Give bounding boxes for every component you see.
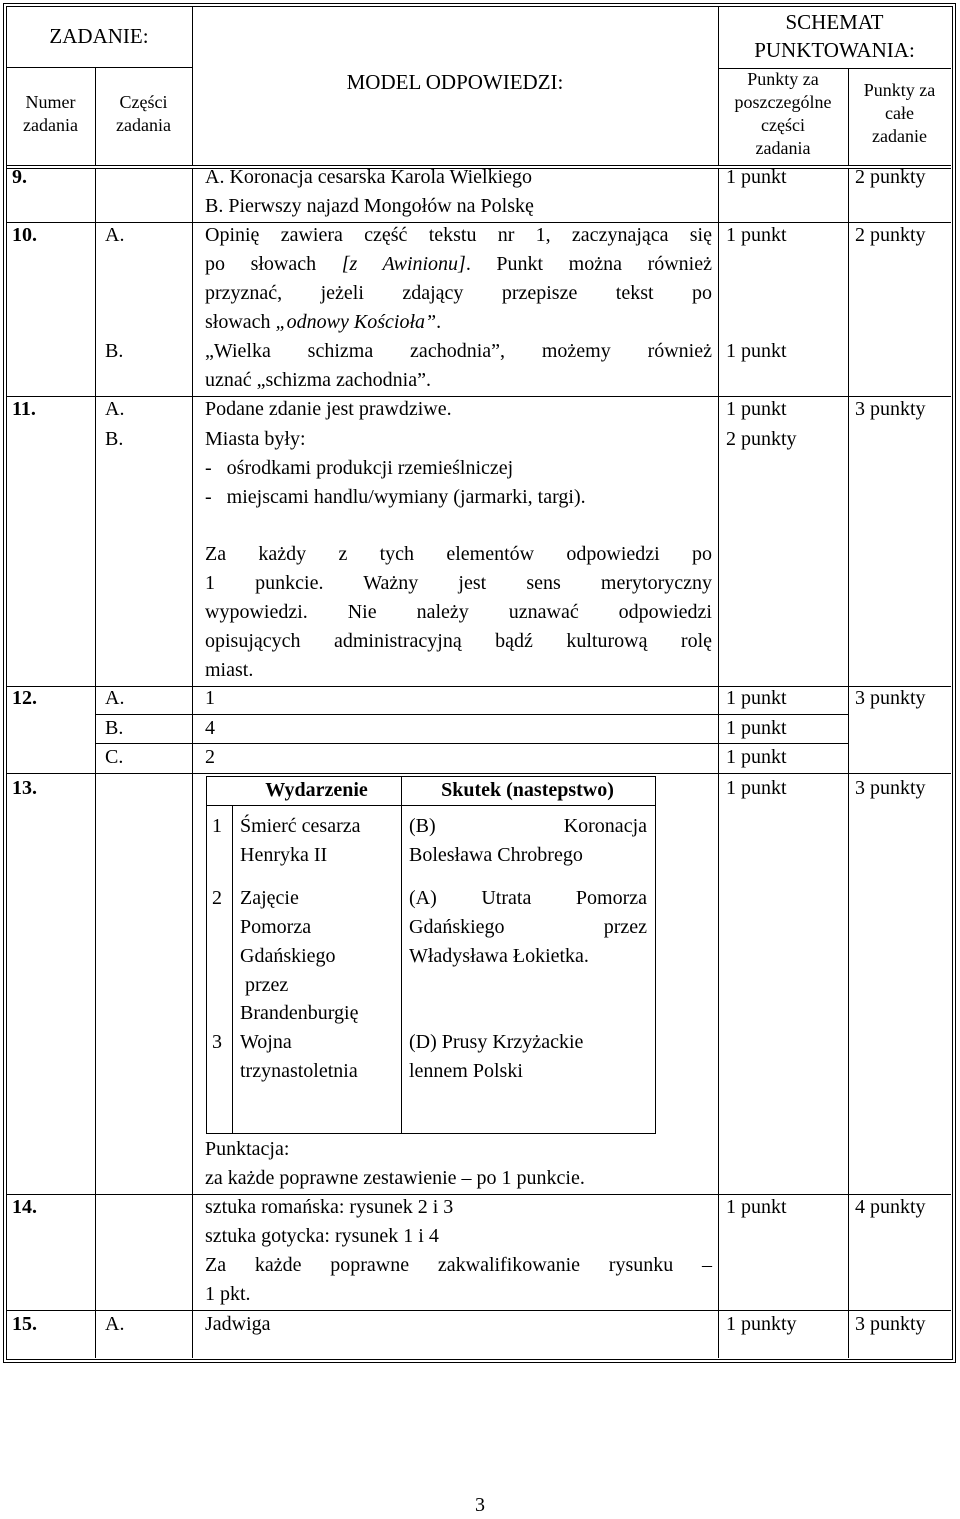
task-10-a-points: 1 punkt [726, 224, 787, 246]
task-11-a-points: 1 punkt [726, 398, 787, 420]
task-13-row2-effect2: Gdańskiego przez [409, 916, 647, 938]
task-15-points: 1 punkty [726, 1313, 797, 1335]
task-9-points: 1 punkt [726, 166, 787, 188]
task-13-col-effect: Skutek (nastepstwo) [441, 779, 614, 801]
task-13-row2-effect3: Władysława Łokietka. [409, 945, 589, 967]
task-12-a-label: A. [105, 687, 125, 709]
header-czesci-2: zadania [116, 115, 171, 135]
task-10-b-line2: uznać „schizma zachodnia”. [205, 369, 431, 391]
header-schemat: SCHEMAT [785, 10, 884, 34]
task-11-a-label: A. [105, 398, 125, 420]
header-czesci: Części [119, 92, 168, 112]
task-11-number: 11. [12, 398, 36, 420]
task-11-a-text: Podane zdanie jest prawdziwe. [205, 398, 452, 420]
task-13-row2-event1: Zajęcie [240, 887, 299, 909]
task-13-row2-effect1: (A) Utrata Pomorza [409, 887, 647, 909]
task-10-number: 10. [12, 224, 37, 246]
task-15-number: 15. [12, 1313, 37, 1335]
task-14-number: 14. [12, 1196, 37, 1218]
task-9-total: 2 punkty [855, 166, 926, 188]
header-schemat-2: PUNKTOWANIA: [754, 38, 915, 62]
task-13-row1-event2: Henryka II [240, 844, 328, 866]
task-15-total: 3 punkty [855, 1313, 926, 1335]
task-13-row3-effect2: lennem Polski [409, 1060, 523, 1082]
task-13-row1-event1: Śmierć cesarza [240, 815, 361, 837]
task-14-line4: 1 pkt. [205, 1283, 251, 1305]
task-11-note-line5: miast. [205, 659, 254, 681]
task-13-row1-number: 1 [212, 815, 222, 837]
header-punkty-czesci-4: zadania [755, 138, 811, 158]
header-zadanie: ZADANIE: [49, 24, 149, 48]
header-numer: Numer [25, 92, 76, 112]
task-12-b-points: 1 punkt [726, 717, 787, 739]
task-10-b-points: 1 punkt [726, 340, 787, 362]
task-15-answer: Jadwiga [205, 1313, 271, 1335]
task-11-note-line1: Za każdy z tych elementów odpowiedzi po [205, 543, 712, 565]
task-13-total: 3 punkty [855, 777, 926, 799]
task-12-c-answer: 2 [205, 746, 215, 768]
task-13-scoring-text: za każde poprawne zestawienie – po 1 punkcie. [205, 1167, 585, 1189]
task-13-col-event: Wydarzenie [265, 779, 368, 801]
header-punkty-czesci-3: części [761, 115, 805, 135]
task-12-b-answer: 4 [205, 717, 215, 739]
task-11-b-line3: - miejscami handlu/wymiany (jarmarki, targi). [205, 486, 586, 508]
task-13-row2-event2: Pomorza [240, 916, 312, 938]
task-10-b-label: B. [105, 340, 124, 362]
task-12-a-points: 1 punkt [726, 687, 787, 709]
task-10-a-line1: Opinię zawiera część tekstu nr 1, zaczynająca się [205, 224, 712, 246]
task-13-row2-number: 2 [212, 887, 222, 909]
task-10-a-line4: słowach „odnowy Kościoła”. [205, 311, 442, 333]
task-14-points: 1 punkt [726, 1196, 787, 1218]
task-11-note-line3: wypowiedzi. Nie należy uznawać odpowiedzi [205, 601, 712, 623]
task-10-a-line2: po słowach [z Awinionu]. Punkt można również [205, 253, 712, 275]
task-14-line3: Za każde poprawne zakwalifikowanie rysunku – [205, 1254, 712, 1276]
task-11-b-line1: Miasta były: [205, 428, 306, 450]
task-12-b-label: B. [105, 717, 124, 739]
task-11-b-points: 2 punkty [726, 428, 797, 450]
header-punkty-cale-3: zadanie [872, 126, 927, 146]
task-9-answer-a: A. Koronacja cesarska Karola Wielkiego [205, 166, 533, 188]
task-13-row3-event2: trzynastoletnia [240, 1060, 358, 1082]
task-12-c-label: C. [105, 746, 124, 768]
page-number: 3 [475, 1494, 485, 1516]
task-13-row2-event4: przez [245, 974, 289, 996]
task-13-row3-event1: Wojna [240, 1031, 292, 1053]
task-12-c-points: 1 punkt [726, 746, 787, 768]
task-13-row1-effect2: Bolesława Chrobrego [409, 844, 583, 866]
task-10-b-line1: „Wielka schizma zachodnia”, możemy również [205, 340, 712, 362]
task-10-a-line3: przyznać, jeżeli zdający przepisze tekst po [205, 282, 712, 304]
task-11-b-line2: - ośrodkami produkcji rzemieślniczej [205, 457, 514, 479]
task-13-row3-effect1: (D) Prusy Krzyżackie [409, 1031, 584, 1053]
task-14-line1: sztuka romańska: rysunek 2 i 3 [205, 1196, 454, 1218]
task-12-total: 3 punkty [855, 687, 926, 709]
header-punkty-cale-2: całe [885, 103, 914, 123]
header-numer-2: zadania [23, 115, 78, 135]
header-punkty-czesci: Punkty za [747, 69, 819, 89]
task-15-label: A. [105, 1313, 125, 1335]
task-9-number: 9. [12, 166, 27, 188]
task-11-note-line2: 1 punkcie. Ważny jest sens merytoryczny [205, 572, 712, 594]
task-13-points: 1 punkt [726, 777, 787, 799]
task-12-number: 12. [12, 687, 37, 709]
task-10-a-label: A. [105, 224, 125, 246]
task-11-note-line4: opisujących administracyjną bądź kulturową rolę [205, 630, 712, 652]
task-11-total: 3 punkty [855, 398, 926, 420]
task-10-total: 2 punkty [855, 224, 926, 246]
task-13-number: 13. [12, 777, 37, 799]
task-13-row1-effect1: (B) Koronacja [409, 815, 647, 837]
header-model: MODEL ODPOWIEDZI: [346, 70, 564, 94]
header-punkty-czesci-2: poszczególne [734, 92, 832, 112]
task-14-total: 4 punkty [855, 1196, 926, 1218]
task-13-row2-event5: Brandenburgię [240, 1002, 359, 1024]
task-9-answer-b: B. Pierwszy najazd Mongołów na Polskę [205, 195, 534, 217]
task-13-scoring-label: Punktacja: [205, 1138, 290, 1160]
task-14-line2: sztuka gotycka: rysunek 1 i 4 [205, 1225, 439, 1247]
task-13-row3-number: 3 [212, 1031, 222, 1053]
header-punkty-cale: Punkty za [863, 80, 936, 100]
task-13-row2-event3: Gdańskiego [240, 945, 336, 967]
task-12-a-answer: 1 [205, 687, 215, 709]
task-11-b-label: B. [105, 428, 124, 450]
